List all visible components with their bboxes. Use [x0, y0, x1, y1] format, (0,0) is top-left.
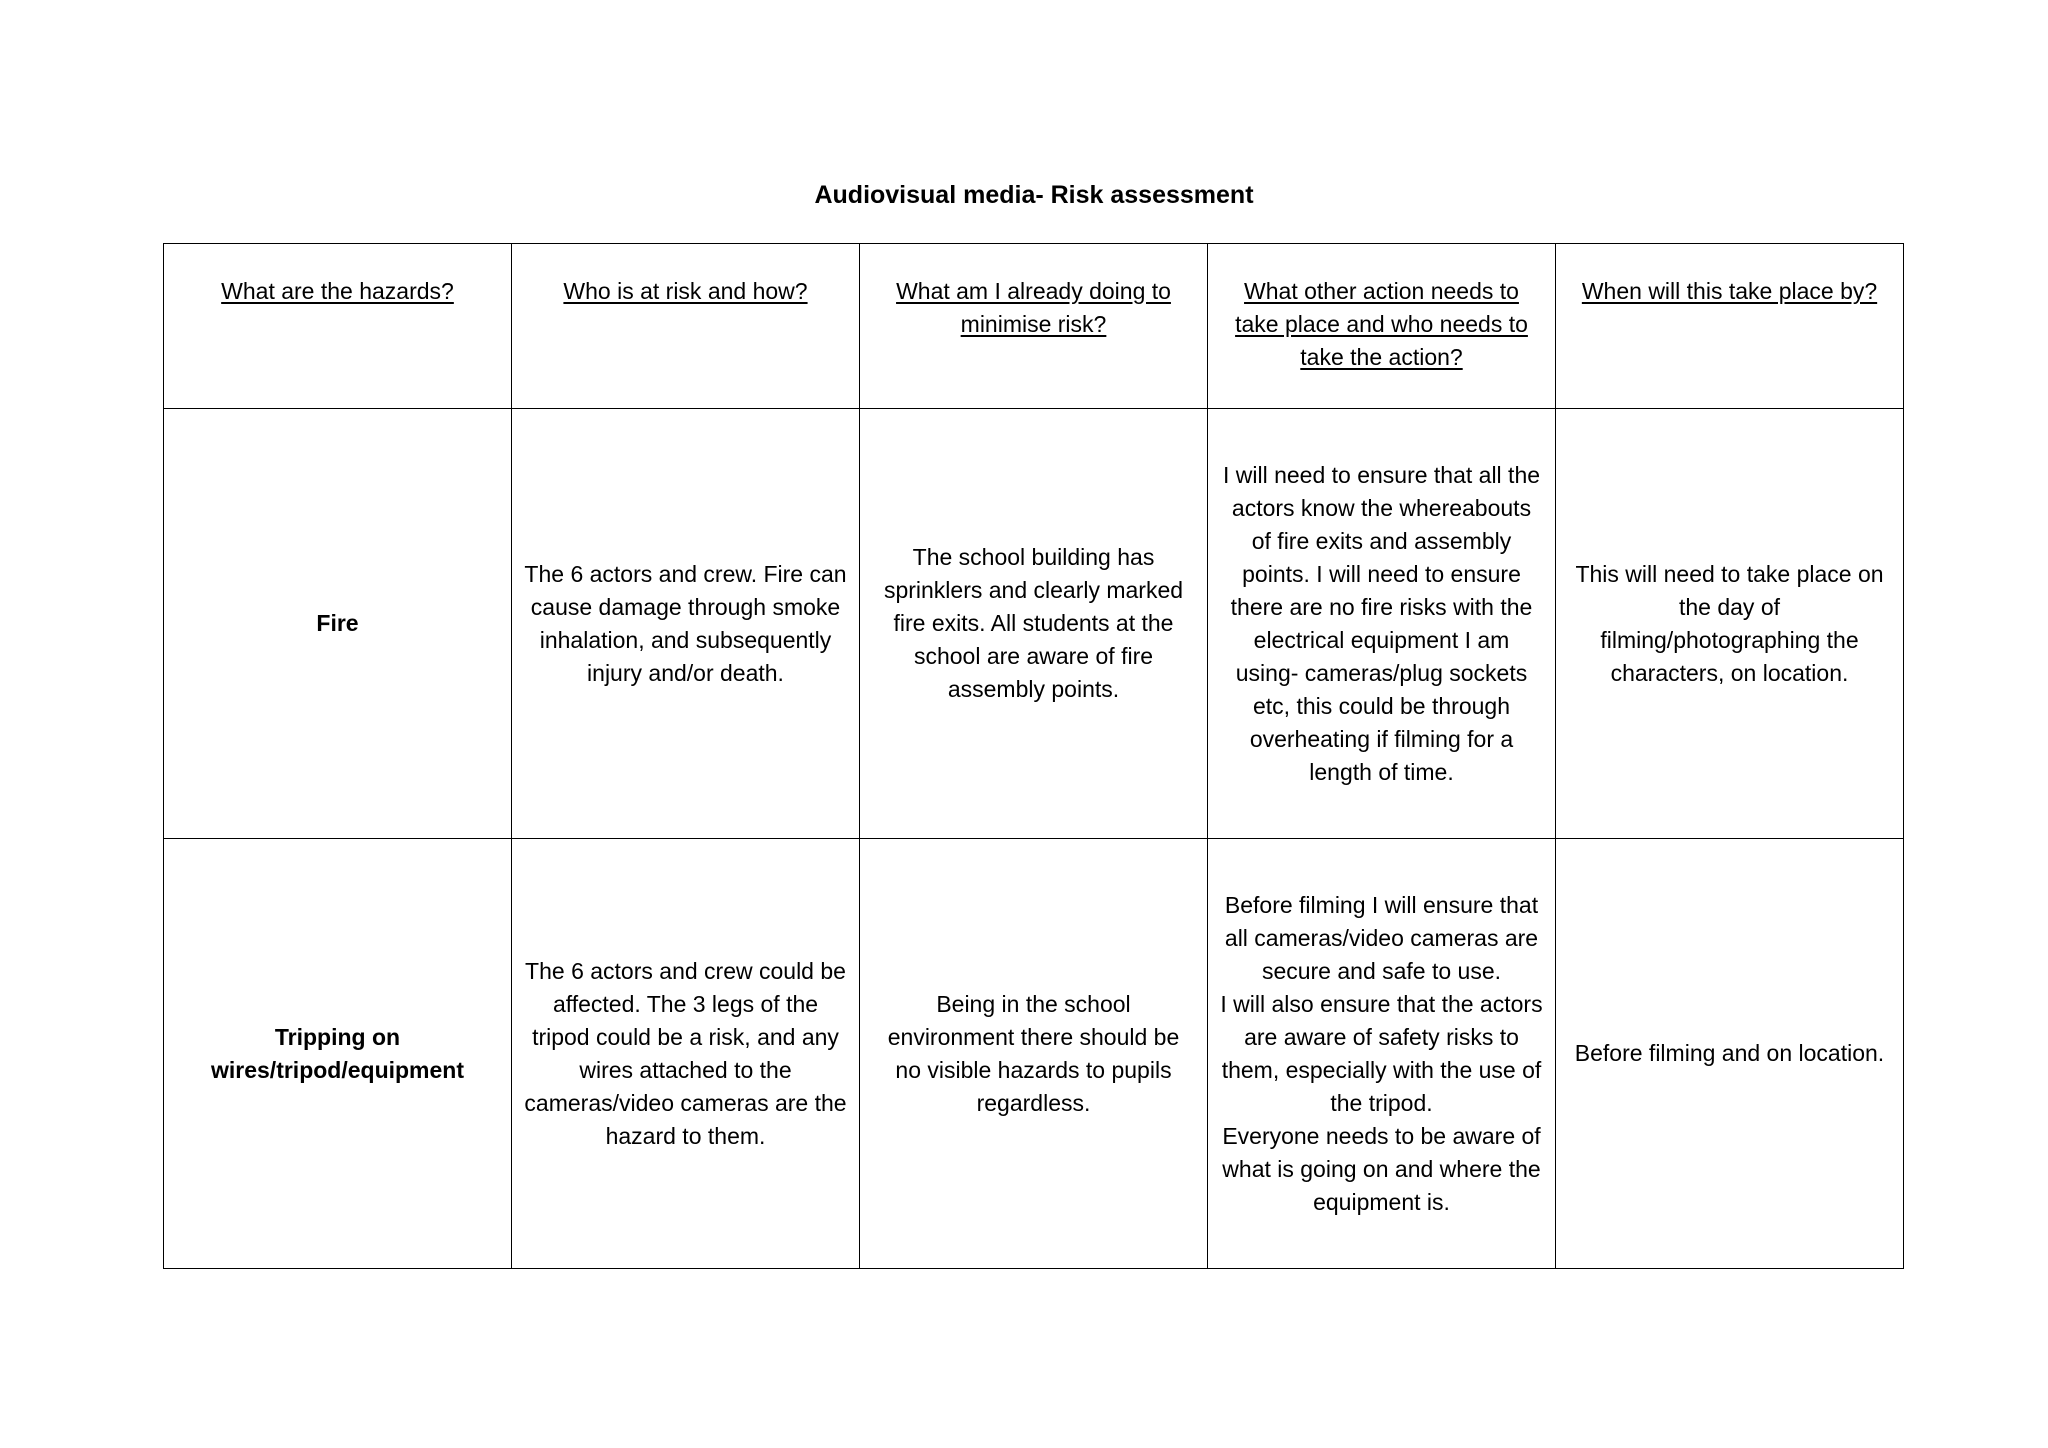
header-who-at-risk: Who is at risk and how? — [512, 244, 860, 409]
table-row — [164, 409, 1904, 839]
header-when: When will this take place by? — [1556, 244, 1904, 409]
when-cell: Before filming and on location. — [1556, 839, 1904, 1269]
hazard-cell: Fire — [164, 409, 512, 839]
table-header-row — [164, 244, 1904, 409]
risk-assessment-table — [163, 243, 1904, 1269]
when-cell: This will need to take place on the day of filming/photographing the characters, on location. — [1556, 409, 1904, 839]
already-doing-cell: Being in the school environment there should be no visible hazards to pupils regardless. — [860, 839, 1208, 1269]
header-already-doing: What am I already doing to minimise risk? — [860, 244, 1208, 409]
hazard-cell: Tripping on wires/tripod/equipment — [164, 839, 512, 1269]
header-other-action: What other action needs to take place and who needs to take the action? — [1208, 244, 1556, 409]
who-at-risk-cell: The 6 actors and crew. Fire can cause damage through smoke inhalation, and subsequently injury and/or death. — [512, 409, 860, 839]
table-row — [164, 839, 1904, 1269]
who-at-risk-cell: The 6 actors and crew could be affected. The 3 legs of the tripod could be a risk, and any wires attached to the cameras/video cameras are the hazard to them. — [512, 839, 860, 1269]
other-action-cell: Before filming I will ensure that all cameras/video cameras are secure and safe to use. I will also ensure that the actors are aware of safety risks to them, especially with the use of the tripod. Everyone needs to be aware of what is going on and where the equipment is. — [1208, 839, 1556, 1269]
header-hazards: What are the hazards? — [164, 244, 512, 409]
other-action-cell: I will need to ensure that all the actors know the whereabouts of fire exits and assembly points. I will need to ensure there are no fire risks with the electrical equipment I am using- cameras/plug sockets etc, this could be through overheating if filming for a length of time. — [1208, 409, 1556, 839]
already-doing-cell: The school building has sprinklers and clearly marked fire exits. All students at the school are aware of fire assembly points. — [860, 409, 1208, 839]
page-title: Audiovisual media- Risk assessment — [814, 181, 1254, 209]
